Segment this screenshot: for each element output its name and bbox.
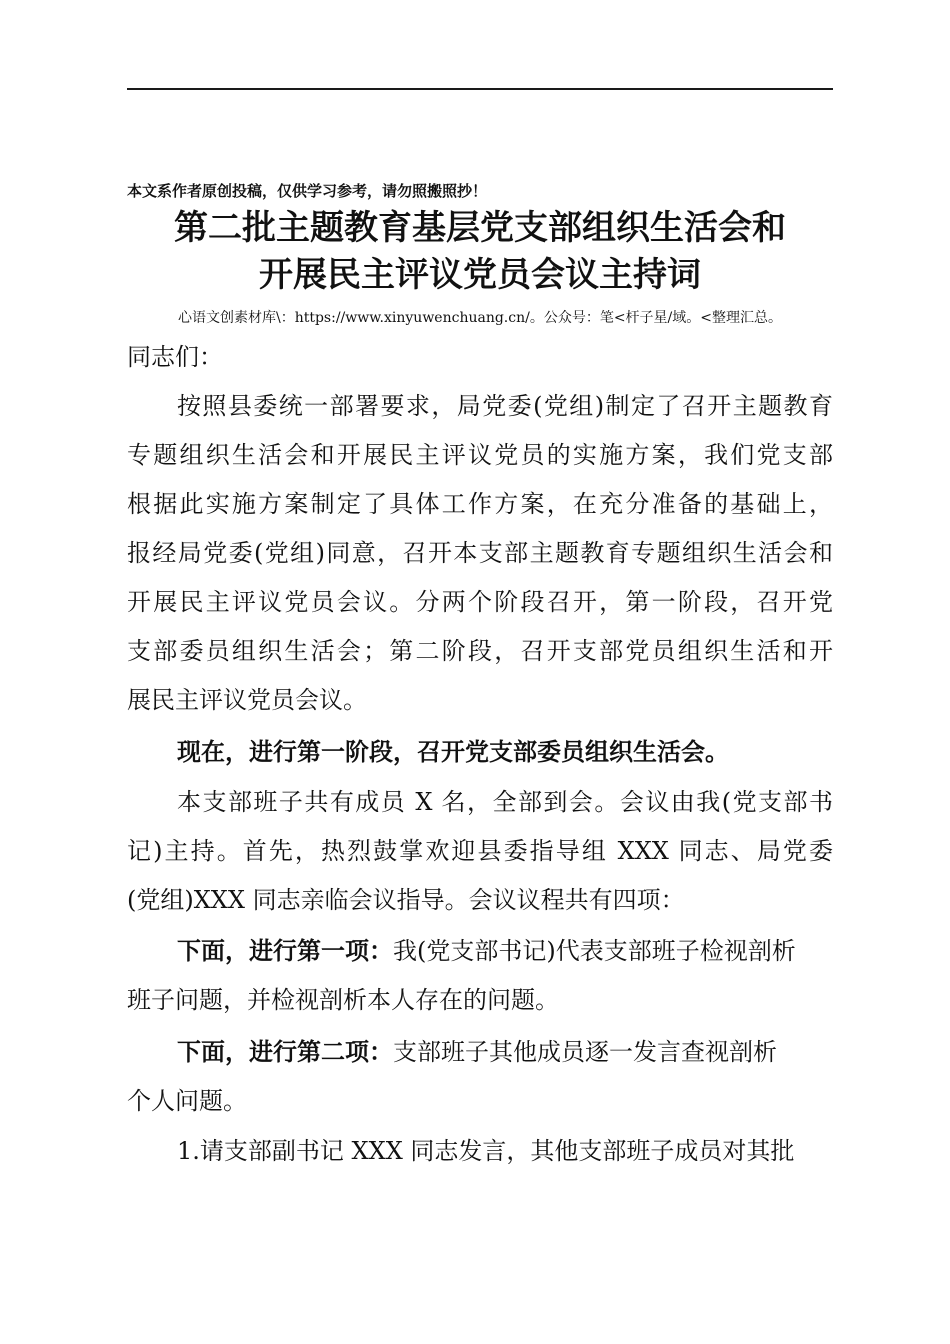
stage-1-heading: 现在，进行第一阶段，召开党支部委员组织生活会。	[177, 738, 729, 766]
paragraph-2-line: 记)主持。首先，热烈鼓掌欢迎县委指导组 XXX 同志、局党委	[127, 837, 833, 865]
paragraph-1-line: 按照县委统一部署要求，局党委(党组)制定了召开主题教育	[177, 392, 833, 420]
title-line-1: 第二批主题教育基层党支部组织生活会和	[174, 208, 786, 248]
paragraph-1-line: 展民主评议党员会议。	[127, 686, 367, 714]
agenda-item-2	[177, 1034, 833, 1070]
agenda-item-2-continued: 个人问题。	[127, 1087, 247, 1115]
header-rule	[127, 88, 833, 90]
source-line: 心语文创素材库\：https://www.xinyuwenchuang.cn/。公众号：笔<杆子星/域。<整理汇总。	[177, 310, 783, 326]
agenda-item-1	[177, 933, 833, 969]
agenda-item-2-lead: 下面，进行第二项：	[177, 1038, 393, 1066]
agenda-item-1-continued: 班子问题，并检视剖析本人存在的问题。	[127, 986, 559, 1014]
title-line-2: 开展民主评议党员会议主持词	[259, 255, 701, 295]
paragraph-2-line: (党组)XXX 同志亲临会议指导。会议议程共有四项：	[127, 886, 685, 914]
paragraph-1-line: 根据此实施方案制定了具体工作方案，在充分准备的基础上，	[127, 490, 833, 518]
paragraph-1-line: 开展民主评议党员会议。分两个阶段召开，第一阶段，召开党	[127, 588, 833, 616]
paragraph-1-line: 报经局党委(党组)同意，召开本支部主题教育专题组织生活会和	[127, 539, 833, 567]
paragraph-1-line: 支部委员组织生活会；第二阶段，召开支部党员组织生活和开	[127, 637, 833, 665]
agenda-item-1-lead: 下面，进行第一项：	[177, 937, 393, 965]
copyright-notice: 本文系作者原创投稿，仅供学习参考，请勿照搬照抄！	[127, 182, 488, 200]
sub-item-1: 1.请支部副书记 XXX 同志发言，其他支部班子成员对其批	[177, 1137, 795, 1165]
agenda-item-2-text: 支部班子其他成员逐一发言查视剖析	[393, 1038, 777, 1066]
paragraph-2-line: 本支部班子共有成员 X 名，全部到会。会议由我(党支部书	[177, 788, 833, 816]
paragraph-1-line: 专题组织生活会和开展民主评议党员的实施方案，我们党支部	[127, 441, 833, 469]
agenda-item-1-text: 我(党支部书记)代表支部班子检视剖析	[393, 937, 796, 965]
salutation: 同志们：	[127, 343, 223, 371]
